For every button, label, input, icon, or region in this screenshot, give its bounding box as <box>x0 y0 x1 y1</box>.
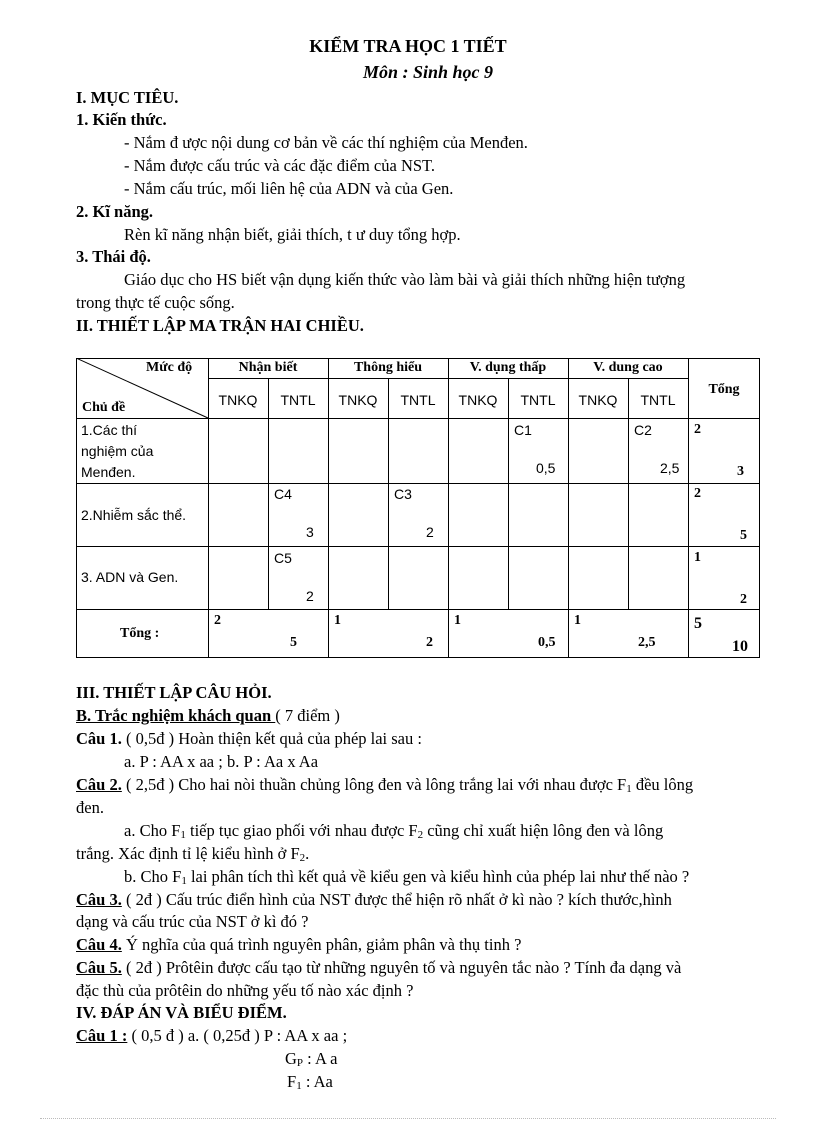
total-count: 1 <box>454 613 461 628</box>
topic-label: 3. ADN và Gen. <box>81 569 179 585</box>
knowledge-item: - Nắm cấu trúc, mối liên hệ của ADN và của Gen. <box>124 179 454 198</box>
subscript: 1 <box>180 829 186 841</box>
group-header: Thông hiểu <box>353 360 423 375</box>
answer-text: ( 0,5 đ ) a. ( 0,25đ ) P : AA x aa ; <box>127 1026 348 1045</box>
skill-text: Rèn kĩ năng nhận biết, giải thích, t ư duy tổng hợp. <box>124 225 461 244</box>
question-text: ( 2đ ) Cấu trúc điển hình của NST được thể hiện rõ nhất ở kì nào ? kích thước,hình <box>121 890 672 909</box>
question-label: Câu 2. <box>76 775 122 794</box>
question-label: Câu 5. <box>76 958 122 977</box>
topic-label: Menđen. <box>81 464 136 480</box>
part-b-points: ( 7 điểm ) <box>275 706 340 725</box>
page-bottom-divider <box>40 1118 776 1119</box>
question-id: C3 <box>394 486 412 502</box>
question-text: ( 2,5đ ) Cho hai nòi thuần chủng lông đen và lông trắng lai với nhau được F <box>121 775 627 794</box>
grand-total-points: 10 <box>732 638 748 655</box>
question-points: 2 <box>426 524 434 540</box>
topic-label: 2.Nhiễm sắc thể. <box>81 507 187 523</box>
totals-label: Tổng : <box>120 626 160 641</box>
page-subtitle: Môn : Sinh học 9 <box>362 62 494 82</box>
section-objectives-heading: I. MỤC TIÊU. <box>76 88 179 107</box>
subscript: 1 <box>626 783 632 795</box>
answer-1 <box>76 1027 347 1046</box>
part-b-title: B. Trắc nghiệm khách quan <box>76 706 276 725</box>
subscript: P <box>296 1057 304 1069</box>
question-text: ( 2đ ) Prôtêin được cấu tạo từ những nguyên tố và nguyên tắc nào ? Tính đa dạng và <box>121 958 682 977</box>
total-count: 1 <box>574 613 581 628</box>
question-label: Câu 4. <box>76 935 122 954</box>
answer-text: G <box>285 1049 297 1068</box>
group-header: V. dụng thấp <box>469 360 547 375</box>
question-4 <box>76 936 521 955</box>
knowledge-heading: 1. Kiến thức. <box>76 110 167 129</box>
group-header: Nhận biết <box>238 360 298 375</box>
topic-label: nghiệm của <box>81 443 154 459</box>
question-2b <box>124 868 689 887</box>
sub-header: TNKQ <box>578 392 618 408</box>
row-total-count: 2 <box>694 486 701 501</box>
question-id: C2 <box>634 422 652 438</box>
question-3 <box>76 891 672 910</box>
subscript: 1 <box>296 1080 302 1092</box>
sub-header: TNKQ <box>338 392 378 408</box>
attitude-text: trong thực tế cuộc sống. <box>76 293 235 312</box>
sub-header: TNTL <box>520 392 556 408</box>
question-text: cũng chỉ xuất hiện lông đen và lông <box>423 821 664 840</box>
answer-text: F <box>287 1072 297 1091</box>
answer-f1 <box>287 1073 333 1092</box>
section-answers-heading: IV. ĐÁP ÁN VÀ BIỂU ĐIỂM. <box>76 1003 287 1022</box>
attitude-text: Giáo dục cho HS biết vận dụng kiến thức vào làm bài và giải thích những hiện tượng <box>124 270 686 289</box>
sub-header: TNTL <box>400 392 436 408</box>
question-5-cont: đặc thù của prôtêin do những yếu tố nào xác định ? <box>76 981 414 1000</box>
row-total-count: 2 <box>694 422 701 437</box>
question-2-cont: đen. <box>76 798 104 817</box>
question-text: a. Cho F <box>124 821 181 840</box>
skill-heading: 2. Kĩ năng. <box>76 202 154 221</box>
row-total-points: 2 <box>740 592 747 607</box>
answer-gametes <box>285 1050 337 1069</box>
question-id: C4 <box>274 486 292 502</box>
group-header: V. dung cao <box>593 360 663 375</box>
question-5 <box>76 959 681 978</box>
total-header: Tổng <box>708 382 740 397</box>
matrix-table <box>76 358 760 658</box>
total-points: 2,5 <box>638 635 656 650</box>
question-id: C5 <box>274 550 292 566</box>
question-1-options: a. P : AA x aa ; b. P : Aa x Aa <box>124 752 319 771</box>
question-text: tiếp tục giao phối với nhau được F <box>185 821 418 840</box>
row-total-points: 5 <box>740 528 747 543</box>
question-text: trắng. Xác định tỉ lệ kiểu hình ở F <box>76 844 300 863</box>
question-3-cont: dạng và cấu trúc của NST ở kì đó ? <box>76 912 309 931</box>
question-text: . <box>305 844 310 863</box>
knowledge-item: - Nắm được cấu trúc và các đặc điểm của NST. <box>124 156 436 175</box>
subscript: 2 <box>299 852 306 864</box>
corner-level-label: Mức độ <box>146 360 193 375</box>
question-text: Ý nghĩa của quá trình nguyên phân, giảm phân và thụ tinh ? <box>121 935 522 954</box>
answer-label: Câu 1 : <box>76 1026 128 1045</box>
total-count: 2 <box>214 613 221 628</box>
answer-text: : A a <box>303 1049 338 1068</box>
answer-text: : Aa <box>301 1072 333 1091</box>
question-text: b. Cho F <box>124 867 182 886</box>
question-label: Câu 3. <box>76 890 122 909</box>
question-text: đều lông <box>631 775 694 794</box>
grand-total-count: 5 <box>694 615 702 632</box>
section-questions-heading: III. THIẾT LẬP CÂU HỎI. <box>76 683 272 702</box>
subscript: 1 <box>181 875 187 887</box>
total-points: 5 <box>290 635 297 650</box>
question-text: lai phân tích thì kết quả về kiểu gen và kiểu hình của phép lai như thế nào ? <box>186 867 690 886</box>
sub-header: TNTL <box>280 392 316 408</box>
question-points: 0,5 <box>536 460 556 476</box>
total-count: 1 <box>334 613 341 628</box>
question-2a <box>124 822 663 841</box>
question-text: ( 0,5đ ) Hoàn thiện kết quả của phép lai sau : <box>121 729 422 748</box>
question-points: 3 <box>306 524 314 540</box>
row-total-points: 3 <box>737 464 744 479</box>
sub-header: TNKQ <box>218 392 258 408</box>
question-2 <box>76 776 693 795</box>
question-points: 2,5 <box>660 460 680 476</box>
attitude-heading: 3. Thái độ. <box>76 247 151 266</box>
question-id: C1 <box>514 422 532 438</box>
section-matrix-heading: II. THIẾT LẬP MA TRẬN HAI CHIỀU. <box>76 316 364 335</box>
sub-header: TNTL <box>640 392 676 408</box>
subscript: 2 <box>417 829 424 841</box>
page-title: KIỂM TRA HỌC 1 TIẾT <box>309 36 507 56</box>
corner-topic-label: Chủ đề <box>82 400 126 415</box>
sub-header: TNKQ <box>458 392 498 408</box>
knowledge-item: - Nắm đ ược nội dung cơ bản về các thí nghiệm của Menđen. <box>124 133 528 152</box>
part-b-heading <box>76 707 340 726</box>
topic-label: 1.Các thí <box>81 422 138 438</box>
question-1 <box>76 730 422 749</box>
total-points: 2 <box>426 635 433 650</box>
total-points: 0,5 <box>538 635 556 650</box>
question-label: Câu 1. <box>76 729 122 748</box>
question-2a-cont <box>76 845 309 864</box>
row-total-count: 1 <box>694 550 701 565</box>
question-points: 2 <box>306 588 314 604</box>
